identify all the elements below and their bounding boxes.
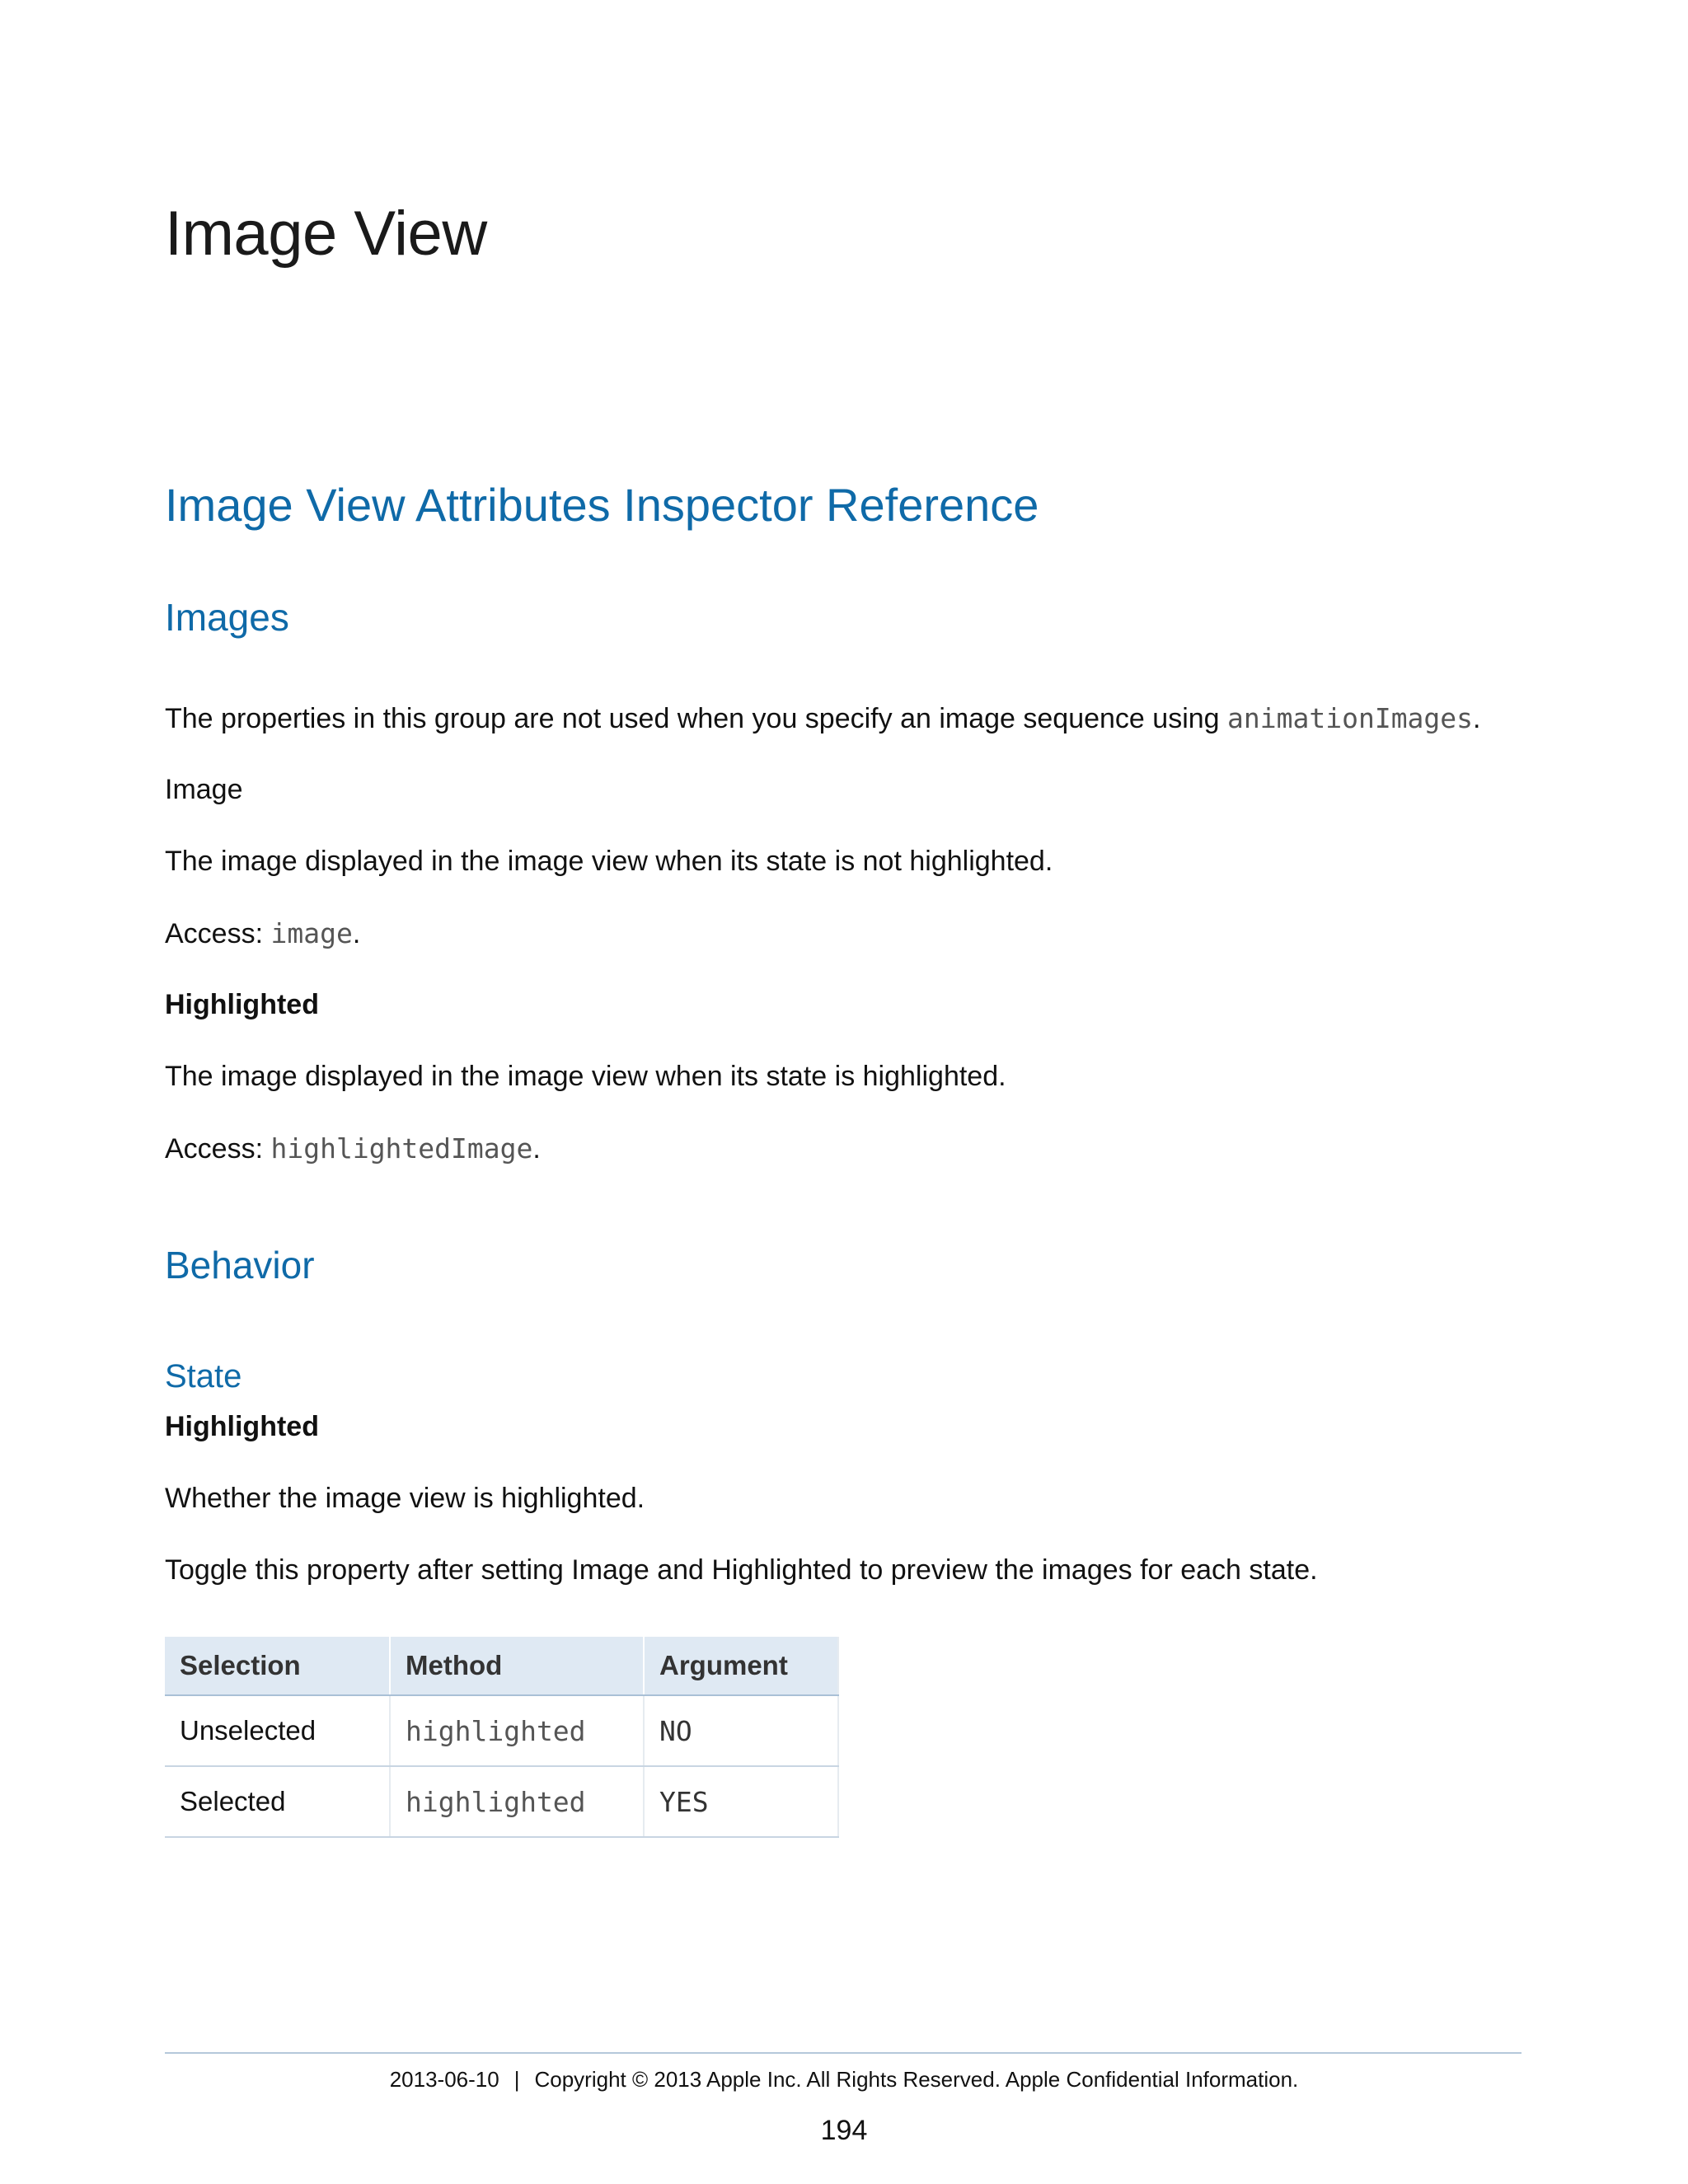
footer-date: 2013-06-10 — [389, 2067, 499, 2092]
footer-divider — [165, 2052, 1522, 2054]
cell-selection: Unselected — [165, 1695, 390, 1766]
footer-copyright: Copyright © 2013 Apple Inc. All Rights Reserved. Apple Confidential Information. — [534, 2067, 1299, 2092]
section-title: Image View Attributes Inspector Reference — [165, 479, 1039, 531]
table-row — [165, 1695, 838, 1766]
cell-argument: NO — [644, 1695, 838, 1766]
image-access-line — [165, 917, 360, 950]
highlighted-state-description: Whether the image view is highlighted. — [165, 1483, 645, 1514]
page-number: 194 — [820, 2115, 868, 2146]
highlighted-image-description: The image displayed in the image view when its state is highlighted. — [165, 1061, 1006, 1092]
image-access-code: image — [270, 917, 353, 949]
cell-method: highlighted — [390, 1766, 644, 1837]
highlighted-image-label: Highlighted — [165, 989, 319, 1020]
image-property-description: The image displayed in the image view when its state is not highlighted. — [165, 846, 1053, 877]
images-intro-paragraph — [165, 702, 1480, 735]
highlighted-access-end: . — [532, 1133, 541, 1165]
header-selection: Selection — [165, 1637, 390, 1695]
footer-separator: | — [513, 2067, 520, 2092]
images-intro-end: . — [1473, 703, 1481, 734]
table-row — [165, 1766, 838, 1837]
cell-argument: YES — [644, 1766, 838, 1837]
header-method: Method — [390, 1637, 644, 1695]
images-heading: Images — [165, 596, 289, 639]
behavior-heading: Behavior — [165, 1244, 315, 1286]
animation-images-code: animationImages — [1227, 702, 1474, 734]
highlighted-access-code: highlightedImage — [270, 1132, 533, 1165]
highlighted-access-label: Access: — [165, 1133, 271, 1165]
footer — [0, 2067, 1688, 2093]
toggle-instruction: Toggle this property after setting Image and Highlighted to preview the images for each state. — [165, 1554, 1318, 1586]
images-intro-text: The properties in this group are not used when you specify an image sequence using — [165, 703, 1228, 734]
image-property-label: Image — [165, 774, 243, 805]
image-access-label: Access: — [165, 918, 271, 949]
state-heading: State — [165, 1358, 242, 1394]
cell-method: highlighted — [390, 1695, 644, 1766]
image-access-end: . — [352, 918, 361, 949]
header-argument: Argument — [644, 1637, 838, 1695]
state-table — [165, 1637, 839, 1838]
highlighted-state-label: Highlighted — [165, 1411, 319, 1442]
cell-selection: Selected — [165, 1766, 390, 1837]
highlighted-access-line — [165, 1132, 541, 1165]
chapter-title: Image View — [165, 199, 487, 269]
table-header-row — [165, 1637, 838, 1695]
